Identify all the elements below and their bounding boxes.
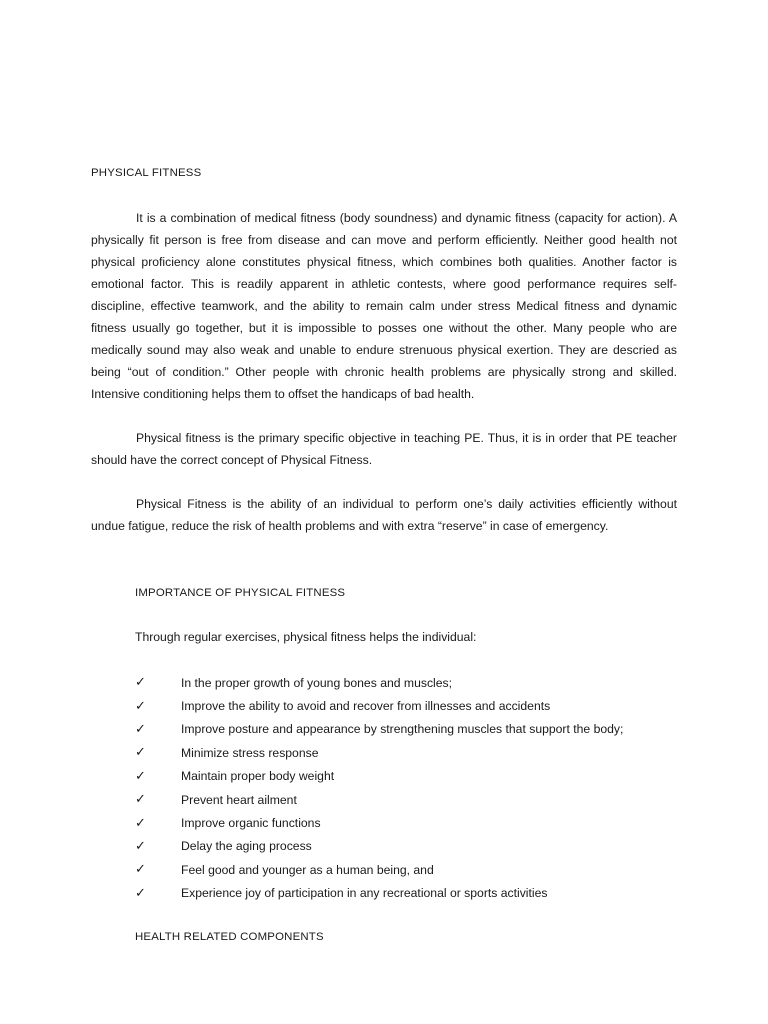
list-item-text: Minimize stress response bbox=[181, 745, 319, 760]
section-heading-importance: IMPORTANCE OF PHYSICAL FITNESS bbox=[135, 587, 346, 599]
checkmark-icon: ✓ bbox=[135, 745, 146, 761]
list-item bbox=[135, 835, 623, 858]
list-item-text: Maintain proper body weight bbox=[181, 769, 335, 784]
checkmark-icon: ✓ bbox=[135, 792, 146, 808]
checkmark-icon: ✓ bbox=[135, 675, 146, 691]
list-item bbox=[135, 741, 623, 764]
list-item-text: Experience joy of participation in any recreational or sports activities bbox=[181, 886, 548, 901]
list-item-text: Feel good and younger as a human being, and bbox=[181, 862, 434, 877]
paragraph-definition: It is a combination of medical fitness (body soundness) and dynamic fitness (capacity for action). A physically fit person is free from disease and can move and perform efficiently. Neither good health not physical proficiency alone constitutes physical fitness, which combines both qualities. Another factor is emotional factor. This is readily apparent in athletic contests, where good performance requires self-discipline, effective teamwork, and the ability to remain calm under stress Medical fitness and dynamic fitness usually go together, but it is impossible to posses one without the other. Many people who are medically sound may also weak and unable to endure strenuous physical exertion. They are descried as being “out of condition.” Other people with chronic health problems are physically strong and skilled. Intensive conditioning helps them to offset the handicaps of bad health. bbox=[91, 211, 677, 401]
list-item-text: In the proper growth of young bones and muscles; bbox=[181, 675, 452, 690]
checkmark-icon: ✓ bbox=[135, 862, 146, 878]
list-item bbox=[135, 765, 623, 788]
list-item bbox=[135, 882, 623, 905]
list-item bbox=[135, 694, 623, 717]
importance-intro: Through regular exercises, physical fitness helps the individual: bbox=[135, 630, 477, 644]
list-item-text: Delay the aging process bbox=[181, 839, 312, 854]
list-item bbox=[135, 811, 623, 834]
list-item bbox=[135, 718, 623, 741]
checkmark-icon: ✓ bbox=[135, 768, 146, 784]
list-item-text: Improve the ability to avoid and recover from illnesses and accidents bbox=[181, 699, 551, 714]
paragraph-ability: Physical Fitness is the ability of an individual to perform one’s daily activities efficiently without undue fatigue, reduce the risk of health problems and with extra “reserve” in case of emergency. bbox=[91, 497, 677, 533]
list-item-text: Improve posture and appearance by strengthening muscles that support the body; bbox=[181, 722, 624, 737]
checkmark-icon: ✓ bbox=[135, 721, 146, 737]
list-item-text: Prevent heart ailment bbox=[181, 792, 297, 807]
list-item bbox=[135, 788, 623, 811]
paragraph-objective: Physical fitness is the primary specific objective in teaching PE. Thus, it is in order that PE teacher should have the correct concept of Physical Fitness. bbox=[91, 431, 677, 467]
list-item-text: Improve organic functions bbox=[181, 816, 321, 831]
checkmark-icon: ✓ bbox=[135, 838, 146, 854]
section-heading-health: HEALTH RELATED COMPONENTS bbox=[135, 931, 324, 943]
page-title: PHYSICAL FITNESS bbox=[91, 167, 202, 179]
checkmark-icon: ✓ bbox=[135, 698, 146, 714]
checkmark-icon: ✓ bbox=[135, 885, 146, 901]
checkmark-icon: ✓ bbox=[135, 815, 146, 831]
importance-list bbox=[135, 671, 623, 905]
list-item bbox=[135, 858, 623, 881]
list-item bbox=[135, 671, 623, 694]
